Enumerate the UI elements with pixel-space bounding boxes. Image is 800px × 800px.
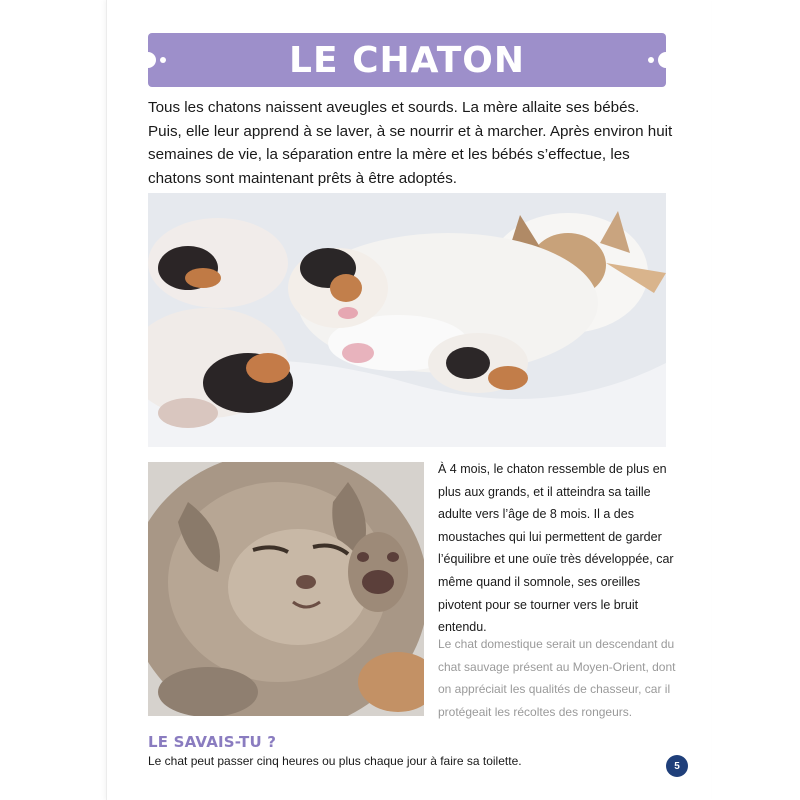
sleeping-kitten-illustration [148, 462, 424, 716]
banner-dot-right [648, 57, 654, 63]
page-number-badge: 5 [666, 755, 688, 777]
did-you-know-text: Le chat peut passer cinq heures ou plus chaque jour à faire sa toilette. [148, 754, 522, 768]
photo-sleeping-kitten [148, 462, 424, 716]
page-title: LE CHATON [289, 39, 525, 81]
photo-mother-cat-with-kittens [148, 193, 666, 447]
did-you-know-heading: LE SAVAIS-TU ? [148, 733, 277, 751]
domestic-cat-origin-note: Le chat domestique serait un descendant du chat sauvage présent au Moyen-Orient, dont on appréciait les qualités de chasseur, car il protégeait les récoltes des rongeurs. [438, 637, 676, 719]
title-banner [148, 33, 666, 87]
kittens-illustration [148, 193, 666, 447]
intro-paragraph: Tous les chatons naissent aveugles et sourds. La mère allaite ses bébés. Puis, elle leur apprend à se laver, à se nourrir et à marcher. Après environ huit semaines de vie, la séparation entre la mère et les bébés s’effectue, les chatons sont maintenant prêts à être adoptés. [148, 99, 673, 187]
banner-dot-left [160, 57, 166, 63]
kitten-growth-paragraph: À 4 mois, le chaton ressemble de plus en plus aux grands, et il atteindra sa taille adulte vers l’âge de 8 mois. Il a des moustaches qui lui permettent de garder l’équilibre et une ouïe très développée, car même quand il somnole, ses oreilles pivotent pour se tourner vers le bruit entendu. [438, 462, 674, 635]
